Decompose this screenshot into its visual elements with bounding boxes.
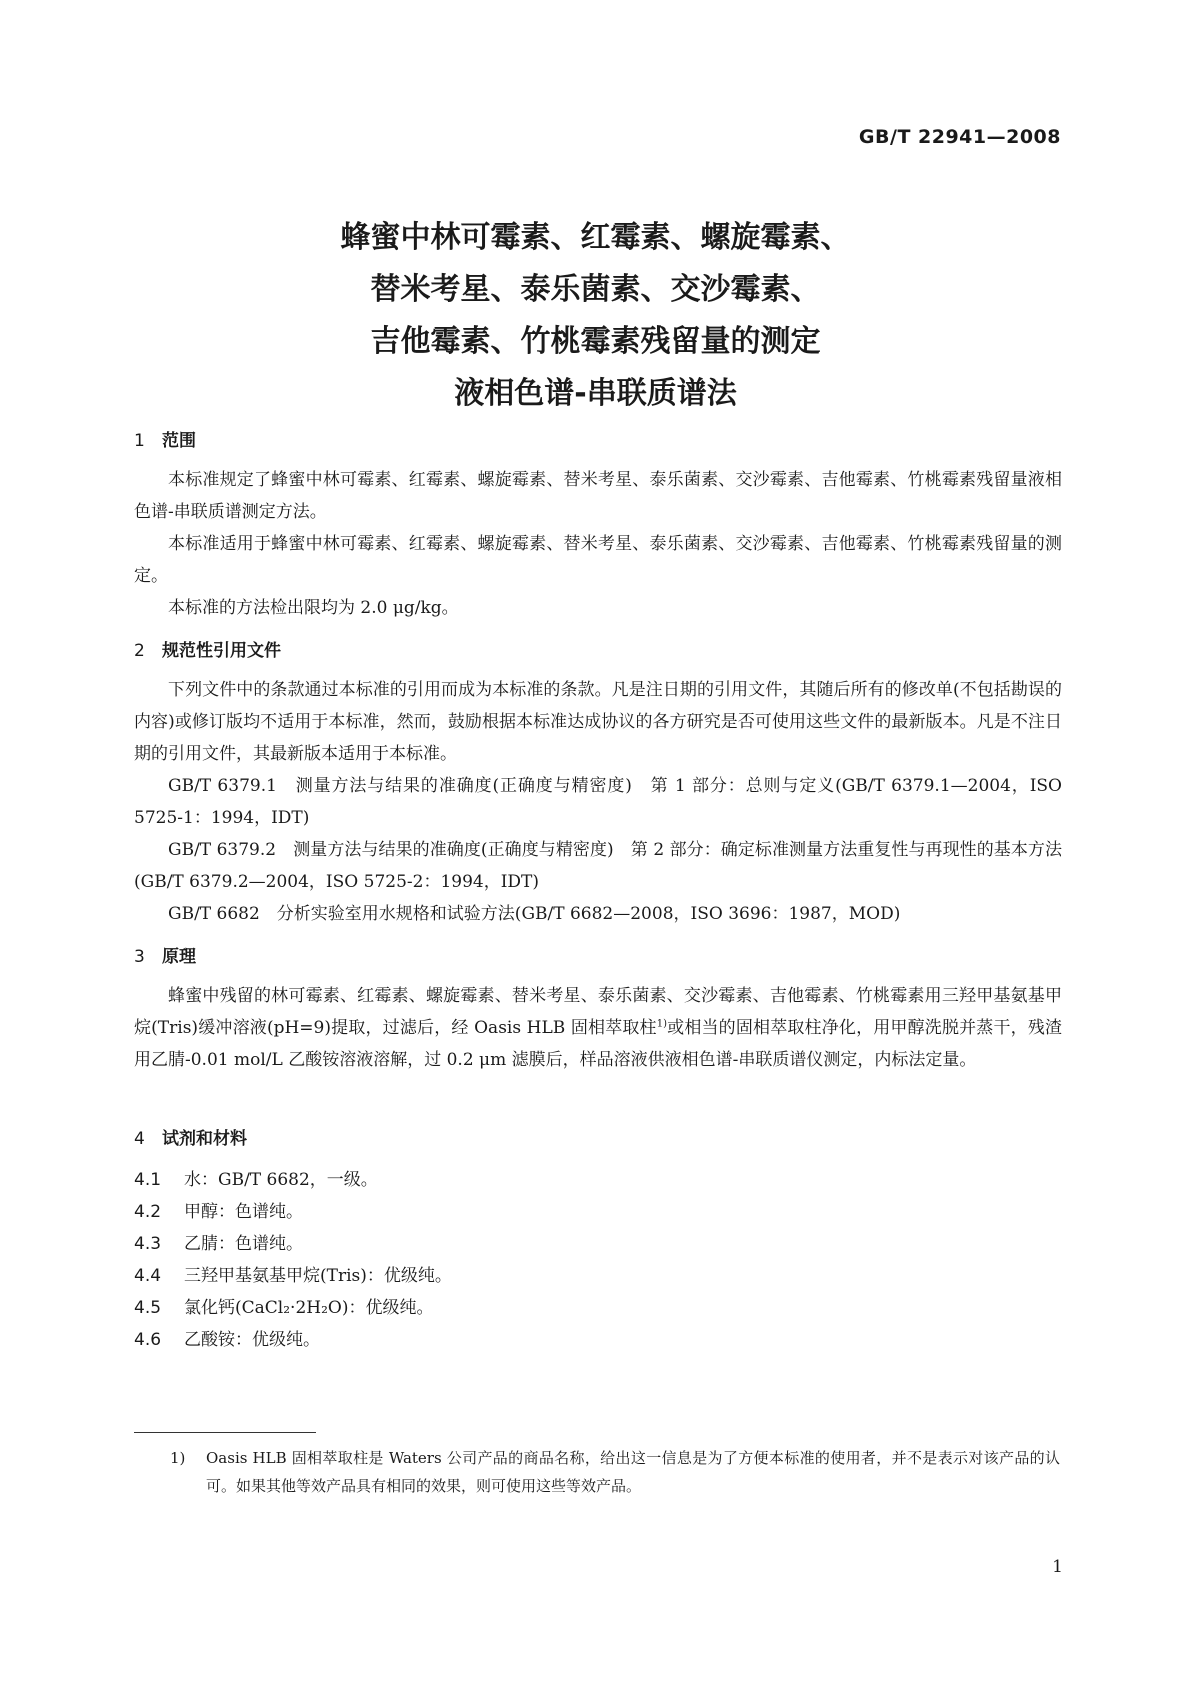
principle-text-continued: 或相当的固相萃取柱净化，用甲醇洗脱并蒸干，残渣用乙腈-0.01 mol/L 乙酸铵溶液溶解，过 0.2 μm 滤膜后，样品溶液供液相色谱-串联质谱仪测定，内标法定量。 <box>134 1018 1062 1070</box>
section-principle <box>134 942 1062 1076</box>
reagent-item <box>134 1164 1062 1196</box>
section-scope <box>134 426 1062 624</box>
section-heading <box>134 942 1062 968</box>
section-number: 3 <box>134 947 145 967</box>
section-heading <box>134 636 1062 662</box>
item-text: 乙酸铵：优级纯。 <box>184 1330 320 1350</box>
title-line: 吉他霉素、竹桃霉素残留量的测定 <box>370 324 821 359</box>
page-number: 1 <box>1052 1557 1063 1577</box>
item-text: 水：GB/T 6682，一级。 <box>184 1170 378 1190</box>
section-title: 试剂和材料 <box>162 1129 247 1149</box>
paragraph: 本标准规定了蜂蜜中林可霉素、红霉素、螺旋霉素、替米考星、泰乐菌素、交沙霉素、吉他霉素、竹桃霉素残留量液相色谱-串联质谱测定方法。 <box>134 470 1062 522</box>
footnote-reference: 1) <box>656 1018 667 1030</box>
reagent-item <box>134 1324 1062 1356</box>
paragraph <box>134 980 1062 1076</box>
paragraph: 下列文件中的条款通过本标准的引用而成为本标准的条款。凡是注日期的引用文件，其随后所有的修改单(不包括勘误的内容)或修订版均不适用于本标准，然而，鼓励根据本标准达成协议的各方研究是否可使用这些文件的最新版本。凡是不注日期的引用文件，其最新版本适用于本标准。 <box>134 680 1062 764</box>
footnote-text: Oasis HLB 固相萃取柱是 Waters 公司产品的商品名称，给出这一信息是为了方便本标准的使用者，并不是表示对该产品的认可。如果其他等效产品具有相同的效果，则可使用这些等效产品。 <box>206 1449 1060 1495</box>
section-reagents <box>134 1124 1062 1356</box>
item-text: 三羟甲基氨基甲烷(Tris)：优级纯。 <box>184 1266 452 1286</box>
item-number: 4.1 <box>134 1170 162 1190</box>
title-line: 替米考星、泰乐菌素、交沙霉素、 <box>370 272 821 307</box>
footnote <box>170 1444 1060 1500</box>
section-number: 4 <box>134 1129 145 1149</box>
item-number: 4.4 <box>134 1266 162 1286</box>
item-number: 4.2 <box>134 1202 162 1222</box>
item-text: 氯化钙(CaCl₂·2H₂O)：优级纯。 <box>184 1298 434 1318</box>
reference-item: GB/T 6379.2 测量方法与结果的准确度(正确度与精密度) 第 2 部分：确定标准测量方法重复性与再现性的基本方法(GB/T 6379.2—2004，ISO 5725-2：1994，IDT) <box>134 840 1062 892</box>
principle-text: 蜂蜜中残留的林可霉素、红霉素、螺旋霉素、替米考星、泰乐菌素、交沙霉素、吉他霉素、竹桃霉素用三羟甲基氨基甲烷(Tris)缓冲溶液(pH=9)提取，过滤后，经 Oasis HLB 固相萃取柱 <box>134 986 1062 1038</box>
paragraph: 本标准的方法检出限均为 2.0 μg/kg。 <box>168 598 459 618</box>
section-title: 范围 <box>162 431 196 451</box>
section-number: 2 <box>134 641 145 661</box>
title-line: 蜂蜜中林可霉素、红霉素、螺旋霉素、 <box>340 220 851 255</box>
reference-item: GB/T 6379.1 测量方法与结果的准确度(正确度与精密度) 第 1 部分：总则与定义(GB/T 6379.1—2004，ISO 5725-1：1994，IDT) <box>134 776 1062 828</box>
item-text: 乙腈：色谱纯。 <box>184 1234 303 1254</box>
section-title: 原理 <box>162 947 196 967</box>
reference-item: GB/T 6682 分析实验室用水规格和试验方法(GB/T 6682—2008，ISO 3696：1987，MOD) <box>168 904 901 924</box>
section-heading <box>134 426 1062 452</box>
section-heading <box>134 1124 1062 1150</box>
section-normative-references <box>134 636 1062 930</box>
standard-number: GB/T 22941—2008 <box>858 126 1061 148</box>
reagent-item <box>134 1292 1062 1324</box>
title-line: 液相色谱-串联质谱法 <box>454 376 737 411</box>
item-number: 4.5 <box>134 1298 162 1318</box>
paragraph: 本标准适用于蜂蜜中林可霉素、红霉素、螺旋霉素、替米考星、泰乐菌素、交沙霉素、吉他霉素、竹桃霉素残留量的测定。 <box>134 534 1062 586</box>
reagent-item <box>134 1228 1062 1260</box>
section-number: 1 <box>134 431 145 451</box>
document-title <box>0 212 1191 420</box>
reagent-item <box>134 1260 1062 1292</box>
item-number: 4.3 <box>134 1234 162 1254</box>
footnote-mark: 1) <box>170 1449 186 1467</box>
item-number: 4.6 <box>134 1330 162 1350</box>
reagent-item <box>134 1196 1062 1228</box>
item-text: 甲醇：色谱纯。 <box>184 1202 303 1222</box>
section-title: 规范性引用文件 <box>162 641 281 661</box>
footnote-divider <box>134 1432 316 1433</box>
